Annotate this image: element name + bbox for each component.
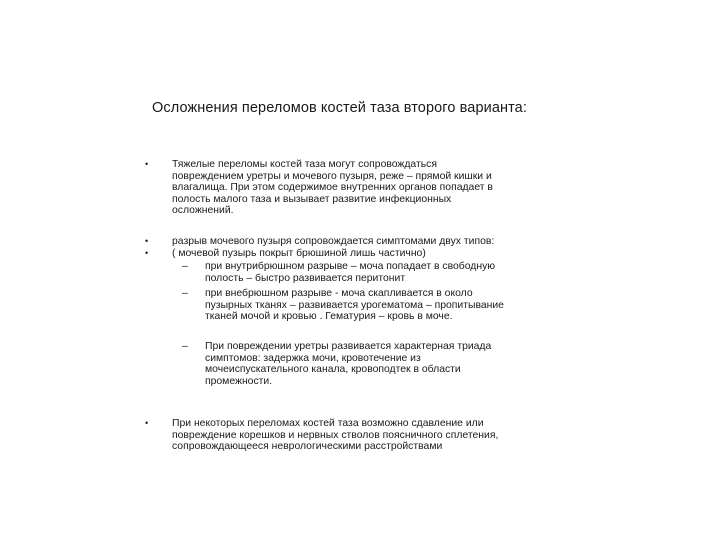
- dash-marker: –: [182, 288, 188, 299]
- text-line: повреждением уретры и мочевого пузыря, реже – прямой кишки и: [172, 170, 492, 182]
- text-line: влагалища. При этом содержимое внутренних органов попадает в: [172, 182, 493, 194]
- text-line: промежности.: [205, 375, 273, 387]
- dash-marker: –: [182, 341, 188, 352]
- text-line: осложнений.: [172, 205, 234, 217]
- text-line: тканей мочой и кровью . Гематурия – кровь в моче.: [205, 311, 453, 323]
- item-severe-fractures: [172, 159, 493, 217]
- text-line: сопровождающееся неврологическими расстройствами: [172, 441, 443, 453]
- text-line: Тяжелые переломы костей таза могут сопровождаться: [172, 159, 437, 170]
- bullet-marker: •: [145, 159, 149, 169]
- text-line: При повреждении уретры развивается характерная триада: [205, 341, 492, 352]
- text-line: При некоторых переломах костей таза возможно сдавление или: [172, 418, 484, 429]
- text-line: при внебрюшном разрыве - моча скапливается в около: [205, 288, 473, 299]
- text-line: повреждение корешков и нервных стволов поясничного сплетения,: [172, 429, 499, 441]
- text-line: при внутрибрюшном разрыве – моча попадает в свободную: [205, 261, 496, 272]
- text-line: мочеиспускательного канала, кровоподтек в области: [205, 364, 461, 376]
- bullet-marker: •: [145, 236, 149, 246]
- text-line: симптомов: задержка мочи, кровотечение из: [205, 352, 421, 364]
- item-bladder-rupture: [172, 236, 494, 259]
- text-line: полость малого таза и вызывает развитие инфекционных: [172, 193, 452, 205]
- text-line: разрыв мочевого пузыря сопровождается симптомами двух типов:: [172, 236, 495, 247]
- text-line: полость – быстро развивается перитонит: [205, 272, 406, 284]
- item-nerve-compression: [172, 418, 498, 453]
- bullet-marker: •: [145, 418, 149, 428]
- text-line: ( мочевой пузырь покрыт брюшиной лишь частично): [172, 247, 426, 259]
- bullet-marker: •: [145, 248, 149, 258]
- subitem-intraperitoneal: [205, 261, 495, 284]
- text-line: пузырных тканях – развивается урогематома – пропитывание: [205, 299, 504, 311]
- subitem-extraperitoneal: [205, 288, 504, 323]
- subitem-urethra-injury: [205, 341, 491, 387]
- dash-marker: –: [182, 261, 188, 272]
- slide-title: Осложнения переломов костей таза второго варианта:: [152, 100, 527, 116]
